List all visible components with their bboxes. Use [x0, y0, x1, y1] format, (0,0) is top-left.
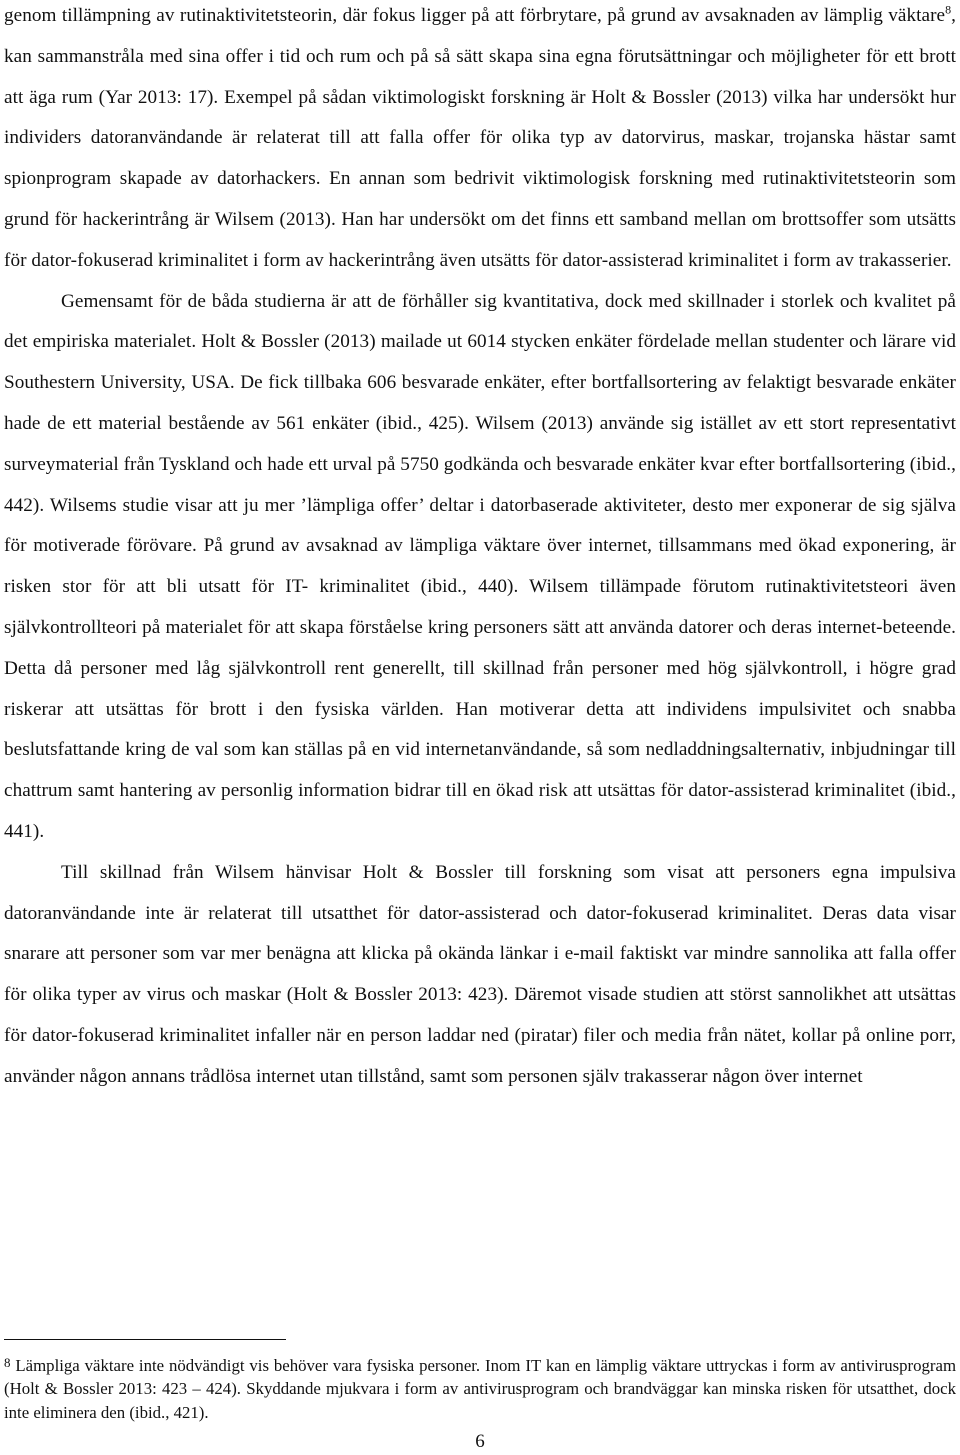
body-paragraph-3: Till skillnad från Wilsem hänvisar Holt & Bossler till forskning som visat att personers egna impulsiva datoranvändande inte är relaterat till utsatthet för dator-assisterad och dator-fokuserad kriminalitet. Deras data visar snarare att personer som var mer benägna att klicka på okända länkar i e-mail faktiskt var mindre sannolika att falla offer för olika typer av virus och maskar (Holt & Bossler 2013: 423). Däremot visade studien att störst sannolikhet att utsättas för dator-fokuserad kriminalitet infaller när en person laddar ned (piratar) filer och media från nätet, kollar på online porr, använder någon annans trådlösa internet utan tillstånd, samt som personen själv trakasserar någon över internet [4, 861, 956, 1087]
paragraph-1-part-a: genom tillämpning av rutinaktivitetsteorin, där fokus ligger på att förbrytare, på grund av avsaknaden av lämplig väktare [4, 5, 946, 26]
body-paragraph-1 [4, 0, 956, 282]
paragraph-1-part-b: , kan sammanstråla med sina offer i tid och rum och på så sätt skapa sina egna förutsättningar och möjligheter för ett brott att äga rum (Yar 2013: 17). Exempel på sådan viktimologiskt forskning är Holt & Bossler (2013) vilka har undersökt hur individers datoranvändande är relaterat till att falla offer för olika typ av datorvirus, maskar, trojanska hästar samt spionprogram skapade av datorhackers. En annan som bedrivit viktimologisk forskning med rutinaktivitetsteorin som grund för hackerintrång är Wilsem (2013). Han har undersökt om det finns ett samband mellan om brottsoffer som utsätts för dator-fokuserad kriminalitet i form av hackerintrång även utsätts för dator-assisterad kriminalitet i form av trakasserier. [4, 5, 956, 271]
footnote-number: 8 [4, 1355, 11, 1370]
footnote-divider [4, 1339, 286, 1340]
page-number: 6 [475, 1431, 485, 1452]
document-page [4, 0, 956, 1098]
footnote [4, 1354, 956, 1424]
body-paragraph-2: Gemensamt för de båda studierna är att de förhåller sig kvantitativa, dock med skillnader i storlek och kvalitet på det empiriska materialet. Holt & Bossler (2013) mailade ut 6014 stycken enkäter fördelade mellan studenter och lärare vid Southestern University, USA. De fick tillbaka 606 besvarade enkäter, efter bortfallsortering av felaktigt besvarade enkäter hade de ett material bestående av 561 enkäter (ibid., 425). Wilsem (2013) använde sig istället av ett stort representativt surveymaterial från Tyskland och hade ett urval på 5750 godkända och besvarade enkäter kvar efter bortfallsortering (ibid., 442). Wilsems studie visar att ju mer ’lämpliga offer’ deltar i datorbaserade aktiviteter, desto mer exponerar de sig själva för motiverade förövare. På grund av avsaknad av lämpliga väktare över internet, tillsammans med ökad exponering, är risken stor för att bli utsatt för IT- kriminalitet (ibid., 440). Wilsem tillämpade förutom rutinaktivitetsteori även självkontrollteori på materialet för att skapa förståelse kring personers sätt att använda datorer och deras internet-beteende. Detta då personer med låg självkontroll rent generellt, till skillnad från personer med hög självkontroll, i högre grad riskerar att utsättas för brott i den fysiska världen. Han motiverar detta att individens impulsivitet och snabba beslutsfattande kring de val som kan ställas på en vid internetanvändande, så som nedladdningsalternativ, inbjudningar till chattrum samt hantering av personlig information bidrar till en ökad risk att utsättas för dator-assisterad kriminalitet (ibid., 441). [4, 290, 956, 842]
footnote-reference[interactable]: 8 [945, 2, 952, 17]
footnote-text: Lämpliga väktare inte nödvändigt vis behöver vara fysiska personer. Inom IT kan en lämplig väktare uttryckas i form av antivirusprogram (Holt & Bossler 2013: 423 – 424). Skyddande mjukvara i form av antivirusprogram och brandväggar kan minska risken för utsatthet, dock inte eliminera den (ibid., 421). [4, 1356, 956, 1422]
